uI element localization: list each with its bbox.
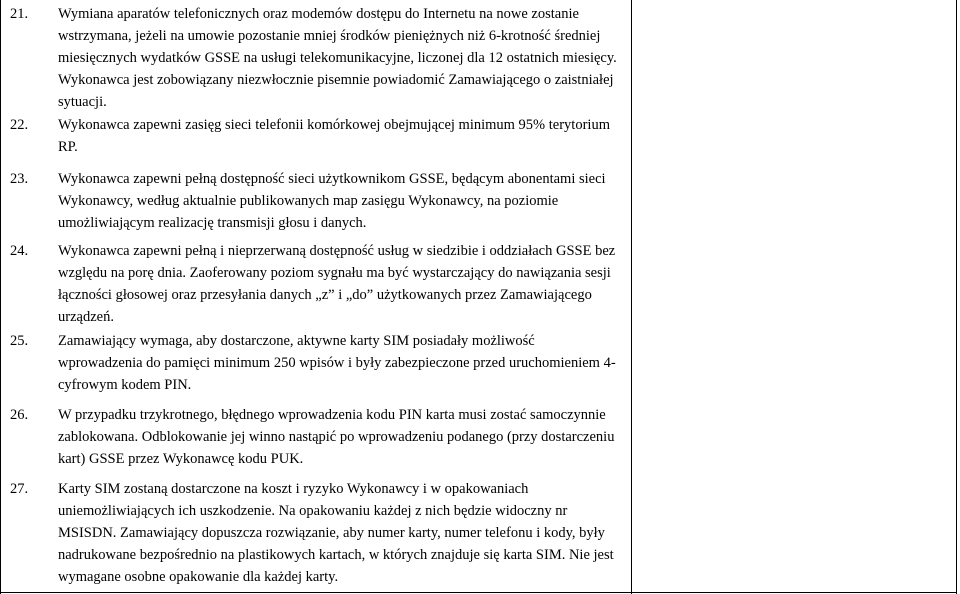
requirement-text bbox=[58, 168, 648, 234]
text-line: wstrzymana, jeżeli na umowie pozostanie mniej środków pieniężnych niż 6-krotność średniej bbox=[58, 28, 601, 44]
requirement-text bbox=[58, 330, 648, 396]
text-line: MSISDN. Zamawiający dopuszcza rozwiązanie, aby numer karty, numer telefonu i kody, były bbox=[58, 525, 605, 541]
table-bottom-border bbox=[0, 592, 957, 593]
text-line: Karty SIM zostaną dostarczone na koszt i ryzyko Wykonawcy i w opakowaniach bbox=[58, 481, 529, 497]
requirement-text bbox=[58, 240, 648, 328]
requirement-text bbox=[58, 3, 648, 113]
text-line: urządzeń. bbox=[58, 309, 114, 325]
text-line: Wykonawca jest zobowiązany niezwłocznie pisemnie powiadomić Zamawiającego o zaistniałej bbox=[58, 72, 614, 88]
text-line: Wykonawca zapewni pełną i nieprzerwaną dostępność usług w siedzibie i oddziałach GSSE bez bbox=[58, 243, 616, 259]
item-number: 25. bbox=[10, 333, 29, 349]
text-line: względu na porę dnia. Zaoferowany poziom sygnału ma być wystarczający do nawiązania sesji bbox=[58, 265, 611, 281]
text-line: RP. bbox=[58, 139, 78, 155]
text-line: Wykonawcy, według aktualnie publikowanych map zasięgu Wykonawcy, na poziomie bbox=[58, 193, 559, 209]
requirement-text bbox=[58, 478, 648, 588]
text-line: sytuacji. bbox=[58, 94, 107, 110]
item-number: 23. bbox=[10, 171, 29, 187]
table-right-border bbox=[956, 0, 957, 594]
table-left-border bbox=[0, 0, 1, 594]
item-number: 26. bbox=[10, 407, 29, 423]
text-line: W przypadku trzykrotnego, błędnego wprowadzenia kodu PIN karta musi zostać samoczynnie bbox=[58, 407, 606, 423]
text-line: cyfrowym kodem PIN. bbox=[58, 377, 192, 393]
text-line: nadrukowane bezpośrednio na plastikowych kartach, w których znajduje się karta SIM. Nie jest bbox=[58, 547, 614, 563]
text-line: Wykonawca zapewni zasięg sieci telefonii komórkowej obejmującej minimum 95% terytorium bbox=[58, 117, 610, 133]
requirement-text bbox=[58, 404, 648, 470]
item-number: 24. bbox=[10, 243, 29, 259]
item-number: 21. bbox=[10, 6, 29, 22]
item-number: 27. bbox=[10, 481, 29, 497]
text-line: miesięcznych wydatków GSSE na usługi telekomunikacyjne, liczonej dla 12 ostatnich miesięcy. bbox=[58, 50, 617, 66]
text-line: wymagane osobne opakowanie dla każdej karty. bbox=[58, 569, 339, 585]
requirement-text bbox=[58, 114, 648, 158]
text-line: wprowadzenia do pamięci minimum 250 wpisów i były zabezpieczone przed uruchomieniem 4- bbox=[58, 355, 616, 371]
text-line: uniemożliwiających ich uszkodzenie. Na opakowaniu każdej z nich będzie widoczny nr bbox=[58, 503, 568, 519]
text-line: zablokowana. Odblokowanie jej winno nastąpić po wprowadzeniu podanego (przy dostarczeniu bbox=[58, 429, 615, 445]
item-number: 22. bbox=[10, 117, 29, 133]
text-line: Wykonawca zapewni pełną dostępność sieci użytkownikom GSSE, będącym abonentami sieci bbox=[58, 171, 606, 187]
text-line: łączności głosowej oraz przesyłania danych „z” i „do” użytkowanych przez Zamawiającego bbox=[58, 287, 592, 303]
text-line: kart) GSSE przez Wykonawcę kodu PUK. bbox=[58, 451, 304, 467]
text-line: Wymiana aparatów telefonicznych oraz modemów dostępu do Internetu na nowe zostanie bbox=[58, 6, 579, 22]
text-line: Zamawiający wymaga, aby dostarczone, aktywne karty SIM posiadały możliwość bbox=[58, 333, 535, 349]
text-line: umożliwiającym realizację transmisji głosu i danych. bbox=[58, 215, 367, 231]
